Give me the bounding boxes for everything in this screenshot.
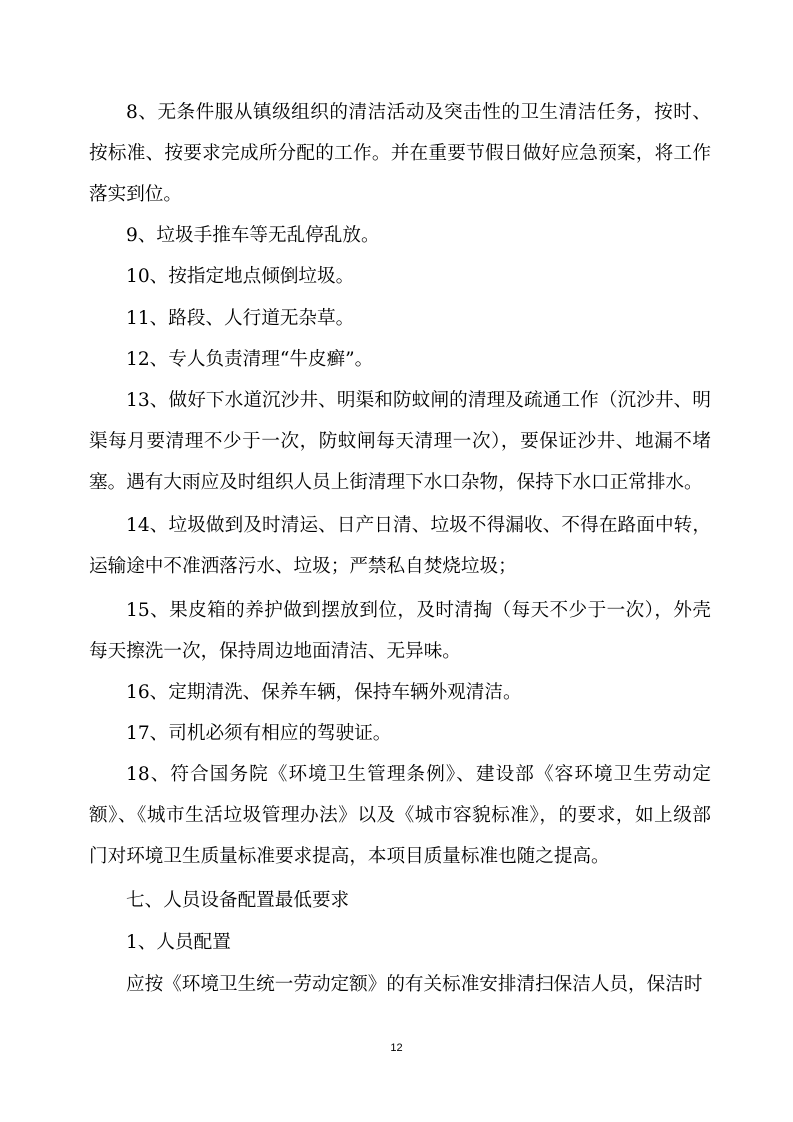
- paragraph-item-16: 16、定期清洗、保养车辆，保持车辆外观清洁。: [126, 682, 522, 703]
- paragraph-item-11: 11、路段、人行道无杂草。: [126, 308, 355, 329]
- section-heading: 七、人员设备配置最低要求: [126, 890, 350, 911]
- paragraph-item-8: 8、无条件服从镇级组织的清洁活动及突击性的卫生清洁任务，按时、按标准、按要求完成所分配的工作。并在重要节假日做好应急预案，将工作落实到位。: [89, 102, 711, 205]
- paragraph-item-15: 15、果皮箱的养护做到摆放到位，及时清掏（每天不少于一次），外壳每天擦洗一次，保持周边地面清洁、无异味。: [89, 600, 711, 662]
- paragraph-item-12: 12、专人负责清理“牛皮癣”。: [126, 349, 374, 370]
- paragraph-item-9: 9、垃圾手推车等无乱停乱放。: [126, 225, 380, 246]
- paragraph-body: 应按《环境卫生统一劳动定额》的有关标准安排清扫保洁人员，保洁时: [126, 974, 703, 995]
- page-number: 12: [390, 1042, 403, 1054]
- paragraph-item-18: 18、符合国务院《环境卫生管理条例》、建设部《容环境卫生劳动定额》、《城市生活垃圾管理办法》以及《城市容貌标准》，的要求，如上级部门对环境卫生质量标准要求提高，本项目质量标准也随之提高。: [89, 764, 711, 867]
- paragraph-item-10: 10、按指定地点倾倒垃圾。: [126, 266, 355, 287]
- subsection-heading: 1、人员配置: [126, 932, 231, 953]
- paragraph-item-17: 17、司机必须有相应的驾驶证。: [126, 723, 392, 744]
- paragraph-item-13: 13、做好下水道沉沙井、明渠和防蚊闸的清理及疏通工作（沉沙井、明渠每月要清理不少于一次，防蚊闸每天清理一次），要保证沙井、地漏不堵塞。遇有大雨应及时组织人员上街清理下水口杂物，保持下水口正常排水。: [89, 390, 711, 493]
- paragraph-item-14: 14、垃圾做到及时清运、日产日清、垃圾不得漏收、不得在路面中转，运输途中不准洒落污水、垃圾；严禁私自焚烧垃圾；: [89, 515, 711, 577]
